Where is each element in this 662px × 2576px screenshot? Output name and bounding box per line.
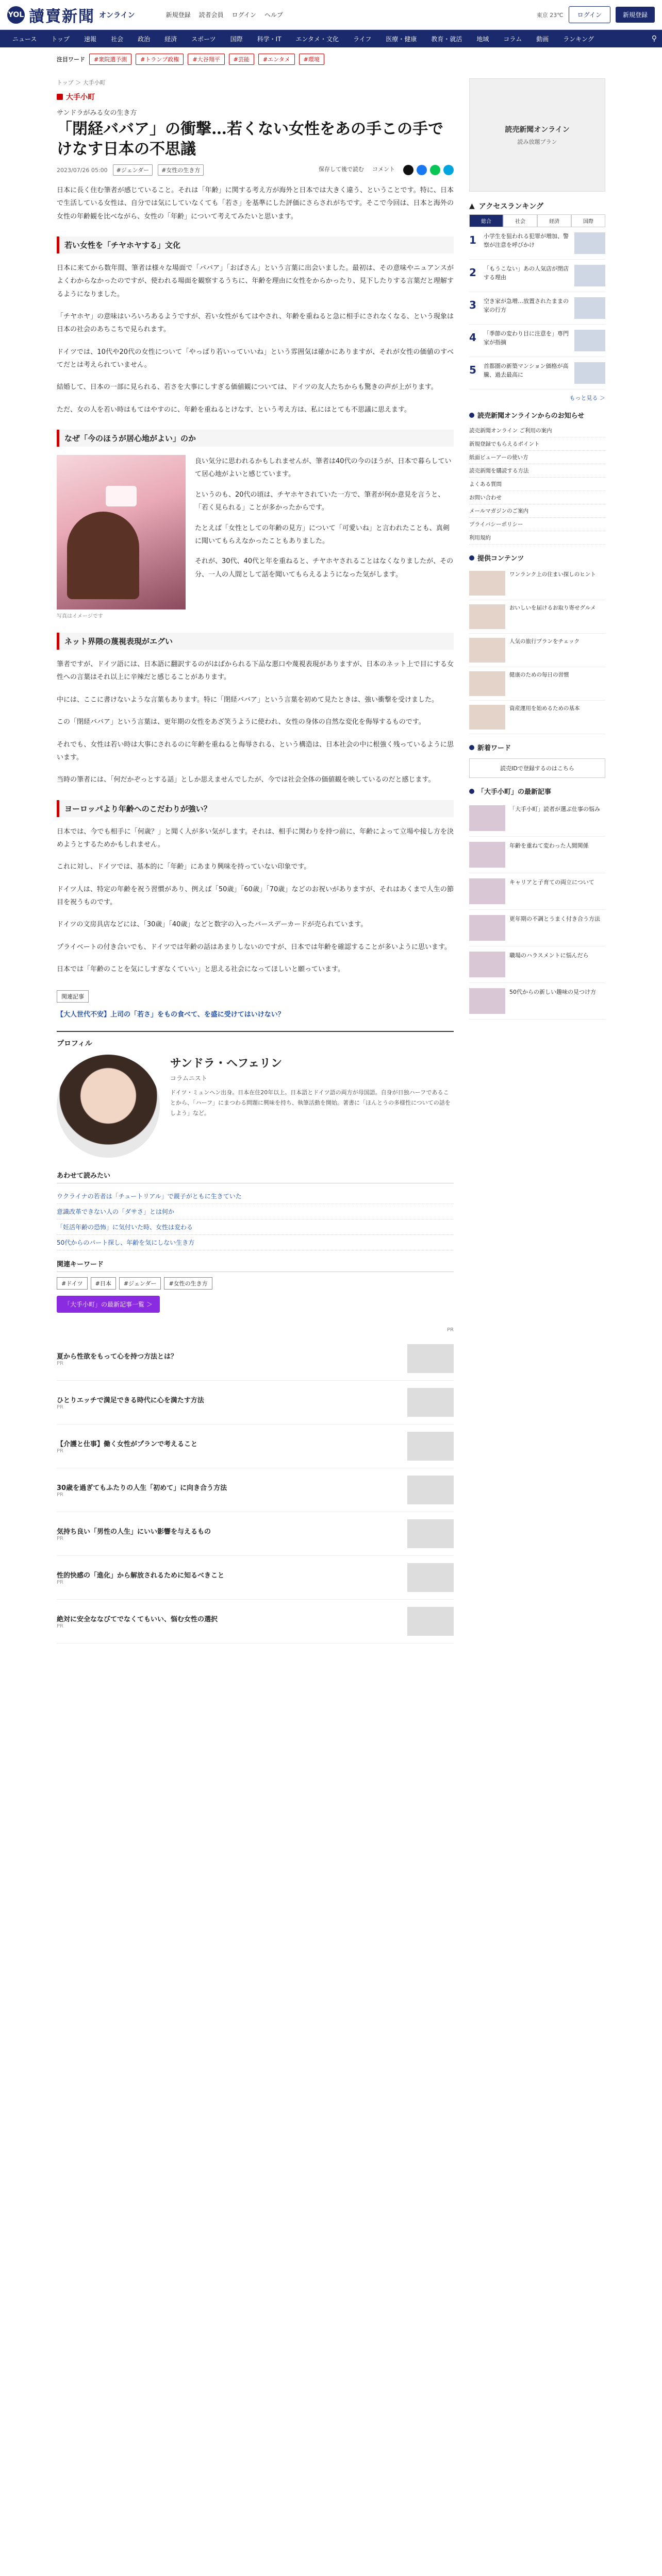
sponsored-item[interactable] [57,1337,454,1381]
ranking-thumb [574,265,605,286]
article-paragraph: 日本に長く住む筆者が感じていること。それは「年齢」に関する考え方が海外と日本では大きく違う、ということです。特に、日本で生活している女性は、自分では気にしていなくても「若さ」を基準にした評価にさらされがちです。そこで今回は、日本と海外の女性の年齢観を比べながら、女性の「年齢」について考えてみたいと思います。 [57,187,454,221]
share-facebook-icon[interactable] [417,165,427,175]
ranking-item[interactable] [469,227,605,260]
photo-caption: 写真はイメージです [57,614,103,620]
header-link[interactable]: 新規登録 [166,11,191,19]
related-list [57,1189,454,1250]
article-paragraph: 中には、ここに書けないような言葉もあります。特に「閉経ババア」という言葉を初めて見たときは、強い衝撃を受けました。 [57,696,438,704]
latest-thumb [469,988,505,1014]
mini-ad-thumb [469,671,505,696]
kicker-icon [57,94,63,100]
access-ranking-title: アクセスランキング [478,202,543,211]
nav-item[interactable]: 動画 [536,35,549,43]
rank-number: 4 [469,331,476,344]
service-link[interactable]: 読売新聞オンライン ご利用の案内 [469,424,605,437]
latest-item[interactable] [469,800,605,837]
section-heading: ネット界隈の蔑視表現がエグい [57,633,454,650]
mini-ad[interactable] [469,567,605,600]
mini-ad-thumb [469,571,505,596]
logo-text: 讀賣新聞 [29,7,95,26]
sponsor-label: PR [57,1492,63,1498]
mini-ad-text: ワンランク上の住まい探しのヒント [509,571,596,578]
ranking-text: 小学生を狙われる犯罪が増加、警察が注意を呼びかけ [484,233,569,248]
nav-item[interactable]: ランキング [563,35,594,43]
ranking-tabs [469,214,605,227]
latest-text: 50代からの新しい趣味の見つけ方 [509,989,596,995]
related-link[interactable]: 意識改革できない人の「ダサさ」とは何か [57,1204,454,1219]
sidebar-ad-title: 読売新聞オンライン [505,126,570,134]
latest-thumb [469,915,505,941]
article-subtitle: サンドラがみる女の生き方 [57,109,137,117]
service-heading: 読売新聞オンラインからのお知らせ [477,412,585,420]
nav-item[interactable]: 経済 [164,35,177,43]
topic-tag[interactable]: #衆院選予測 [89,54,131,65]
service-link[interactable]: よくある質問 [469,478,605,491]
latest-text: 更年期の不調とうまく付き合う方法 [509,916,600,922]
info-icon [469,413,474,418]
nav-item[interactable]: 教育・就活 [431,35,462,43]
article-paragraph: たとえば「女性としての年齢の見方」について「可愛いね」と言われたことも、真剣に聞いてもらえなかったこともありました。 [195,524,450,545]
sponsored-thumb [407,1344,454,1373]
ad-heading: 提供コンテンツ [477,555,524,563]
ranking-thumb [574,330,605,351]
sponsor-label: PR [57,1536,63,1542]
sponsored-title: ひとりエッチで満足できる時代に心を満たす方法 [57,1397,204,1405]
share-x-icon[interactable] [403,165,413,175]
birthday-cake [106,486,137,506]
section-heading: 若い女性を「チヤホヤする」文化 [57,236,454,253]
latest-heading: 「大手小町」の最新記事 [477,788,552,796]
article-paragraph: この「閉経ババア」という言葉は、更年期の女性をあざ笑うように使われ、女性の身体の自然な変化を侮辱するものです。 [57,718,425,726]
article-paragraph: プライベートの付き合いでも、ドイツでは年齢の話はあまりしないのですが、日本では年齢を確認することが多いように思います。 [57,943,451,951]
topic-tag[interactable]: #エンタメ [258,54,295,65]
mini-ad-text: 資産運用を始めるための基本 [509,705,580,711]
service-link[interactable]: 紙面ビューアーの使い方 [469,451,605,464]
latest-text: 職場のハラスメントに悩んだら [509,952,589,959]
ranking-tab[interactable]: 経済 [537,214,571,227]
service-link[interactable]: メールマガジンのご案内 [469,504,605,518]
ranking-item[interactable] [469,325,605,357]
article-meta [57,164,454,176]
article-paragraph: 「チヤホヤ」の意味はいろいろあるようですが、若い女性がもてはやされ、年齢を重ねると急に相手にされなくなる、という現象は日本の社会のあちこちで見られます。 [57,313,454,334]
keyword-chip[interactable]: #女性の生き方 [164,1277,212,1290]
nav-item[interactable]: 速報 [84,35,97,43]
main-nav [0,30,662,47]
article-paragraph: これに対し、ドイツでは、基本的に「年齢」にあまり興味を持っていない印象です。 [57,863,311,871]
header-link[interactable]: ヘルプ [264,11,284,19]
ranking-tab[interactable]: 総合 [469,214,503,227]
sponsor-label: PR [57,1448,63,1454]
related-link[interactable]: 「妊活年齢の恐怖」に気付いた時、女性は変わる [57,1219,454,1235]
sponsored-title: 30歳を過ぎてもふたりの人生「初めて」に向き合う方法 [57,1484,227,1493]
latest-text: 「大手小町」読者が選ぶ仕事の悩み [509,806,600,812]
sponsored-item[interactable] [57,1381,454,1425]
section-heading: ヨーロッパより年齢へのこだわりが強い？ [57,800,454,817]
article-photo [57,455,186,609]
logo-mark: YOL [7,6,25,24]
related-link[interactable]: 50代からのパート探し、年齢を気にしない生き方 [57,1235,454,1250]
sponsored-thumb [407,1519,454,1548]
login-button[interactable]: ログイン [569,6,610,23]
info-icon [469,555,474,561]
author-description: ドイツ・ミュンヘン出身。日本在住20年以上。日本語とドイツ語の両方が母国語。自身が日独ハーフであることから、「ハーフ」にまつわる問題に興味を持ち、執筆活動を開始。著書に「ほんとうの多様性についての話をしよう」など。 [170,1089,451,1116]
latest-thumb [469,805,505,831]
latest-item[interactable] [469,946,605,983]
access-ranking [469,201,605,402]
sponsored-list [57,1337,454,1643]
ranking-tab[interactable]: 国際 [571,214,605,227]
info-icon [469,789,474,794]
nav-item[interactable]: ライフ [353,35,372,43]
article-kicker[interactable] [57,92,454,102]
article-date: 2023/07/26 05:00 [57,166,108,174]
keywords-list [57,1277,454,1290]
article-paragraph: というのも、20代の頃は、チヤホヤされていた一方で、筆者が何か意見を言うと、「若く見られる」ことが多かったからです。 [195,490,445,512]
rank-number: 3 [469,299,476,311]
article-column [57,71,454,1643]
sponsored-title: 性的快感の「進化」から解放されるために知るべきこと [57,1572,225,1580]
header-link[interactable]: 読者会員 [198,11,224,19]
ranking-thumb [574,232,605,254]
latest-text: 年齢を重ねて変わった人間関係 [509,842,589,849]
related-title: あわせて読みたい [57,1170,454,1183]
sponsor-label: PR [57,1361,63,1367]
latest-thumb [469,878,505,904]
sponsored-thumb [407,1476,454,1504]
ranking-text: 首都圏の新築マンション価格が高騰、過去最高に [484,363,569,378]
sponsored-item[interactable] [57,1556,454,1600]
ranking-item[interactable] [469,292,605,325]
latest-item[interactable] [469,837,605,873]
topic-tag[interactable]: #大谷翔平 [188,54,224,65]
latest-item[interactable] [469,873,605,910]
header-links [166,10,283,19]
subscribe-button[interactable]: 新規登録 [616,7,655,23]
sponsor-label: PR [57,1623,63,1630]
weather-readout: 東京 23℃ [536,11,564,19]
topic-tag[interactable]: #芸能 [229,54,254,65]
logo-sub: オンライン [99,11,135,20]
sponsored-thumb [407,1388,454,1417]
sponsored-item[interactable] [57,1512,454,1556]
author-role: コラムニスト [170,1075,207,1082]
sidebar-ad[interactable] [469,78,605,192]
keyword-tag[interactable]: #ジェンダー [113,164,153,176]
mini-ad[interactable] [469,600,605,634]
related-inline-link[interactable]: 【大人世代不安】上司の「若さ」をもの食べて、を盛に受けてはいけない？ [57,1011,285,1019]
article-paragraph: 筆者ですが、ドイツ語には、日本語に翻訳するのがはばかられる下品な悪口や蔑視表現がありますが、日本のネット上で目にする女性への言葉はそれ以上に辛辣だと感じることがあります。 [57,660,454,682]
ranking-item[interactable] [469,357,605,389]
sponsor-label: PR [57,1580,63,1586]
breadcrumb[interactable]: トップ ＞ 大手小町 [57,79,106,86]
topics-bar [0,47,662,71]
sponsored-title: 気持ち良い「男性の人生」にいい影響を与えるもの [57,1528,211,1536]
latest-item[interactable] [469,983,605,1020]
mini-ad-thumb [469,638,505,663]
service-link[interactable]: 読売新聞を購読する方法 [469,464,605,478]
article-title: 「閉経ババア」の衝撃…若くない女性をあの手この手でけなす日本の不思議 [57,120,443,158]
mini-ad[interactable] [469,634,605,667]
article-paragraph: それが、30代、40代と年を重ねると、チヤホヤされることはなくなりましたが、その分、一人の人間として話を聞いてもらえるようになった気がします。 [195,557,454,579]
related-link[interactable]: ウクライナの若者は「チュートリアル」で親子がともに生きていた [57,1189,454,1204]
sponsored-title: 【介護と仕事】働く女性がプランで考えること [57,1440,198,1449]
ranking-more-link[interactable]: もっと見る ＞ [569,395,605,401]
mini-ad[interactable] [469,667,605,701]
nav-item[interactable]: コラム [503,35,522,43]
latest-thumb [469,842,505,868]
keywords-title: 関連キーワード [57,1259,454,1272]
nav-item[interactable]: 科学・IT [257,35,282,43]
share-line-icon[interactable] [430,165,440,175]
nav-item[interactable]: トップ [51,35,70,43]
ranking-icon: ▲ [469,202,475,210]
mini-ad-text: おいしいを届けるお取り寄せグルメ [509,605,596,611]
author-avatar [57,1055,160,1158]
keyword-tag[interactable]: #女性の生き方 [158,164,204,176]
sponsored-thumb [407,1607,454,1636]
mini-ad-text: 健康のための毎日の習慣 [509,672,569,678]
ranking-text: 「もうこない」あの人気店が閉店する理由 [484,265,569,281]
nav-item[interactable]: スポーツ [191,35,216,43]
header-link[interactable]: ログイン [231,11,257,19]
rank-number: 2 [469,266,476,279]
nav-item[interactable]: 国際 [230,35,243,43]
ranking-text: 「季節の変わり目に注意を」専門家が指摘 [484,330,569,346]
topic-tag[interactable]: #トランプ政権 [136,54,184,65]
latest-text: キャリアと子育ての両立について [509,879,594,886]
sponsored-thumb [407,1563,454,1592]
sidebar [469,71,605,1643]
article-paragraph: ドイツ人は、特定の年齢を祝う習慣があり、例えば「50歳」「60歳」「70歳」などのお祝いがありますが、それはあくまで人生の節目を祝うものです。 [57,885,454,906]
save-later-button[interactable]: 保存して後で読む [319,166,364,173]
article-paragraph: 日本では、今でも相手に「何歳？」と聞く人が多い気がします。それは、相手に関わりを持つ前に、年齢によって立場や接し方を決めようとするためかもしれません。 [57,827,454,849]
section-heading: なぜ「今のほうが居心地がよい」のか [57,430,454,447]
woman-silhouette [67,512,139,599]
nav-item[interactable]: 地域 [476,35,489,43]
sponsored-item[interactable] [57,1425,454,1468]
info-icon [469,745,474,750]
author-profile [57,1031,454,1158]
article-paragraph: ただ、女の人を若い時はもてはやすのに、年齢を重ねるとけなす、という考え方は、私にはとても不思議に思えます。 [57,405,411,414]
top-header [0,0,662,30]
share-hatena-icon[interactable] [443,165,454,175]
rank-number: 1 [469,234,476,246]
mini-ad-text: 人気の旅行プランをチェック [509,638,580,645]
nav-item[interactable]: エンタメ・文化 [295,35,339,43]
article-paragraph: それでも、女性は若い時は大事にされるのに年齢を重ねると侮辱される、という構造は、日本社会の中に根強く残っているように思います。 [57,740,454,761]
article-paragraph: 結婚して、日本の一部に見られる、若さを大事にしすぎる価値観については、ドイツの友人たちからも驚きの声が上がります。 [57,383,438,392]
ranking-thumb [574,297,605,319]
service-link[interactable]: お問い合わせ [469,491,605,504]
nav-item[interactable]: ニュース [12,35,37,43]
comment-button[interactable]: コメント [372,166,395,173]
author-name: サンドラ・ヘフェリン [170,1057,283,1071]
article-figure [57,455,454,619]
article-paragraph: 日本では「年齢のことを気にしすぎなくていい」と思える社会になってほしいと願っています。 [57,965,344,973]
sponsored-title: 絶対に安全ななびてでなくてもいい、悩む女性の選択 [57,1616,218,1624]
nav-item[interactable]: 医療・健康 [386,35,417,43]
ranking-thumb [574,362,605,384]
latest-list [469,800,605,1020]
search-icon[interactable]: ⚲ [651,35,657,43]
new-words-heading: 新着ワード [477,744,511,752]
nav-item[interactable]: 社会 [111,35,124,43]
ranking-item[interactable] [469,260,605,292]
register-button[interactable]: 読売IDで登録するのはこちら [469,758,605,778]
kicker-label: 大手小町 [66,93,95,101]
article-paragraph: ドイツの文房具店などには、「30歳」「40歳」などと数字の入ったバースデーカードが売られています。 [57,921,368,929]
article-paragraph: 良い気分に思われるかもしれませんが、筆者は40代の今のほうが、日本で暮らしていて居心地がよいと感じています。 [195,457,452,479]
series-list-button[interactable]: 「大手小町」の最新記事一覧 ＞ [57,1296,160,1313]
profile-title: プロフィル [57,1040,92,1048]
mini-ad-thumb [469,604,505,629]
sponsored-item[interactable] [57,1468,454,1512]
pr-label: PR [447,1327,454,1333]
keyword-chip[interactable]: #ジェンダー [119,1277,161,1290]
topics-label: 注目ワード [57,56,85,63]
article-paragraph: ドイツでは、10代や20代の女性について「やっぱり若いっていいね」という雰囲気は確かにありますが、それが女性の価値のすべてだとは考えられていません。 [57,348,454,369]
mini-ad-thumb [469,705,505,730]
nav-item[interactable]: 政治 [138,35,151,43]
keyword-chip[interactable]: #ドイツ [57,1277,88,1290]
sidebar-ad-sub: 読み放題プラン [517,139,557,145]
latest-item[interactable] [469,910,605,946]
service-link[interactable]: プライバシーポリシー [469,518,605,531]
service-link[interactable]: 新規登録でもらえるポイント [469,437,605,451]
related-tag[interactable]: 関連記事 [57,990,89,1003]
site-logo[interactable] [7,4,135,26]
keyword-chip[interactable]: #日本 [91,1277,116,1290]
article-paragraph: 当時の筆者には、「何だかぞっとする話」としか思えませんでしたが、今では社会全体の価値観を映しているのだと感じます。 [57,776,435,784]
service-links [469,424,605,545]
mini-ad[interactable] [469,701,605,734]
service-link[interactable]: 利用規約 [469,531,605,545]
ranking-tab[interactable]: 社会 [503,214,537,227]
topic-tag[interactable]: #環境 [299,54,324,65]
latest-thumb [469,952,505,977]
rank-number: 5 [469,364,476,376]
sponsored-thumb [407,1432,454,1461]
sponsored-item[interactable] [57,1600,454,1643]
sponsor-label: PR [57,1404,63,1411]
article-paragraph: 日本に来てから数年間、筆者は様々な場面で「ババア」「おばさん」という言葉に出会いました。最初は、その意味やニュアンスがよくわからなかったのですが、使われる場面を観察するうちに、年齢を理由に女性をからかったり、見下したりする言葉だと理解するようになりました。 [57,264,454,298]
sponsored-title: 夏から性欲をもって心を持つ方法とは？ [57,1353,178,1361]
ranking-text: 空き家が急増…放置されたままの家の行方 [484,298,569,313]
